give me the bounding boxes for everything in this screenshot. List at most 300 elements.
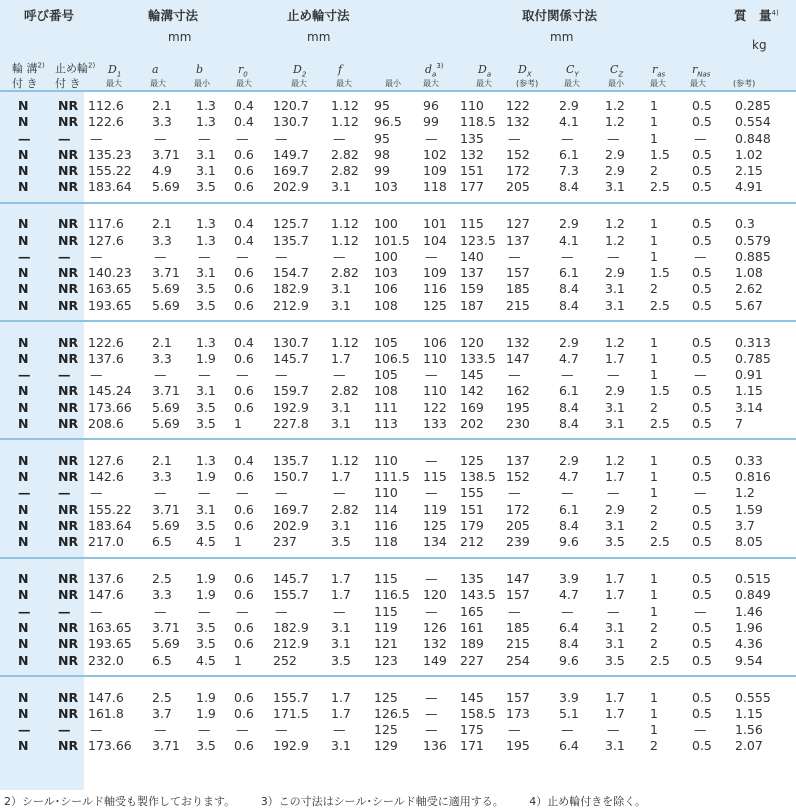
table-group <box>0 335 796 433</box>
table-cell: 1.15 <box>735 383 763 399</box>
table-cell: 155.7 <box>273 689 309 705</box>
column-qualifier: 最小 <box>385 79 401 88</box>
table-cell: NR <box>58 416 79 432</box>
table-cell: 111.5 <box>374 469 410 485</box>
table-row <box>0 114 796 130</box>
table-cell: 230 <box>506 416 530 432</box>
header-with-groove-2: 付 き <box>12 77 38 90</box>
table-row <box>0 587 796 603</box>
table-cell: N <box>18 163 29 179</box>
table-cell: 161.8 <box>88 705 124 721</box>
table-cell: 163.65 <box>88 281 132 297</box>
table-cell: 110 <box>374 452 398 468</box>
table-cell: N <box>18 587 29 603</box>
table-cell: 1.3 <box>196 98 216 113</box>
table-cell: 137.6 <box>88 571 124 587</box>
table-cell: 0.5 <box>692 501 712 517</box>
table-cell: NR <box>58 265 79 281</box>
column-qualifier: 最大 <box>650 79 666 88</box>
table-cell: 1.96 <box>735 620 763 636</box>
table-cell: N <box>18 334 29 350</box>
table-cell: NR <box>58 98 79 113</box>
table-cell: N <box>18 469 29 485</box>
table-cell: 1 <box>650 452 658 468</box>
table-cell: — <box>236 722 249 738</box>
table-cell: 1.5 <box>650 146 670 162</box>
table-cell: 8.4 <box>559 179 579 195</box>
table-cell: 135.7 <box>273 232 309 248</box>
table-cell: 130.7 <box>273 334 309 350</box>
table-cell: 1 <box>234 652 242 668</box>
table-cell: — <box>561 367 574 383</box>
table-cell: 179 <box>460 518 484 534</box>
table-cell: 0.5 <box>692 705 712 721</box>
table-cell: 112.6 <box>88 98 124 113</box>
table-cell: 189 <box>460 636 484 652</box>
table-cell: 126 <box>423 620 447 636</box>
table-cell: 182.9 <box>273 620 309 636</box>
table-cell: 1.7 <box>605 689 625 705</box>
table-cell: 3.1 <box>605 416 625 432</box>
table-cell: 100 <box>374 216 398 232</box>
table-row <box>0 636 796 652</box>
table-cell: N <box>18 232 29 248</box>
table-cell: — <box>333 130 346 146</box>
table-cell: 133 <box>423 416 447 432</box>
table-cell: 9.6 <box>559 534 579 550</box>
table-cell: 0.6 <box>234 501 254 517</box>
table-cell: 151 <box>460 163 484 179</box>
table-cell: 1.2 <box>605 232 625 248</box>
table-cell: — <box>425 603 438 619</box>
table-cell: N <box>18 518 29 534</box>
table-cell: 0.555 <box>735 689 771 705</box>
table-cell: 192.9 <box>273 399 309 415</box>
table-cell: 3.1 <box>196 501 216 517</box>
column-qualifier: 最大 <box>423 79 439 88</box>
table-cell: — <box>425 705 438 721</box>
table-cell: 6.1 <box>559 265 579 281</box>
unit-mm-mount: mm <box>550 30 574 44</box>
table-cell: 154.7 <box>273 265 309 281</box>
table-cell: 137 <box>506 232 530 248</box>
table-cell: 2 <box>650 518 658 534</box>
table-cell: — <box>694 367 707 383</box>
table-cell: 1.7 <box>331 350 351 366</box>
table-cell: 120 <box>423 587 447 603</box>
table-cell: 127.6 <box>88 452 124 468</box>
table-group <box>0 216 796 314</box>
table-cell: 0.5 <box>692 179 712 195</box>
table-cell: 4.7 <box>559 350 579 366</box>
table-cell: NR <box>58 501 79 517</box>
header-mounting-dimensions: 取付関係寸法 <box>522 8 598 23</box>
table-cell: N <box>18 416 29 432</box>
table-cell: 118 <box>374 534 398 550</box>
table-cell: 239 <box>506 534 530 550</box>
table-cell: 0.5 <box>692 399 712 415</box>
table-row <box>0 469 796 485</box>
table-cell: — <box>18 722 31 738</box>
table-cell: 96.5 <box>374 114 402 130</box>
table-cell: — <box>58 367 71 383</box>
table-cell: 1.7 <box>331 705 351 721</box>
table-cell: 102 <box>423 146 447 162</box>
table-cell: 3.1 <box>196 383 216 399</box>
table-cell: 3.5 <box>331 534 351 550</box>
table-cell: 0.885 <box>735 248 771 264</box>
table-cell: 205 <box>506 518 530 534</box>
table-cell: 1 <box>650 130 658 146</box>
table-cell: — <box>18 603 31 619</box>
table-cell: 101 <box>423 216 447 232</box>
footnote-3: 3）この寸法はシール･シールド軸受に適用する。 <box>260 795 504 808</box>
column-symbol: $D_1$ <box>108 63 122 79</box>
column-symbol: $C_Y$ <box>566 63 579 79</box>
table-cell: 3.5 <box>196 297 216 313</box>
table-cell: 106 <box>374 281 398 297</box>
table-cell: 119 <box>374 620 398 636</box>
table-cell: 3.5 <box>196 620 216 636</box>
table-cell: 3.71 <box>152 501 180 517</box>
table-cell: 2 <box>650 620 658 636</box>
table-cell: 1.2 <box>605 114 625 130</box>
table-cell: 4.36 <box>735 636 763 652</box>
table-row <box>0 722 796 738</box>
table-cell: 193.65 <box>88 636 132 652</box>
table-cell: 2.9 <box>559 98 579 113</box>
table-cell: — <box>607 130 620 146</box>
table-cell: 0.5 <box>692 469 712 485</box>
table-cell: N <box>18 705 29 721</box>
table-cell: 132 <box>506 334 530 350</box>
table-cell: 0.5 <box>692 114 712 130</box>
table-cell: — <box>561 130 574 146</box>
table-cell: 175 <box>460 722 484 738</box>
table-cell: 0.5 <box>692 652 712 668</box>
table-cell: 1.15 <box>735 705 763 721</box>
table-cell: 0.4 <box>234 452 254 468</box>
table-cell: 1 <box>650 334 658 350</box>
table-cell: 3.14 <box>735 399 763 415</box>
column-symbol: $D_X$ <box>518 63 532 79</box>
table-row <box>0 706 796 722</box>
table-cell: 3.1 <box>605 620 625 636</box>
table-cell: 123.5 <box>460 232 496 248</box>
table-cell: 2.15 <box>735 163 763 179</box>
table-cell: — <box>90 248 103 264</box>
table-cell: 111 <box>374 399 398 415</box>
table-cell: 3.3 <box>152 469 172 485</box>
table-cell: 1.3 <box>196 114 216 130</box>
table-cell: 1.9 <box>196 571 216 587</box>
table-cell: — <box>58 485 71 501</box>
table-cell: — <box>90 485 103 501</box>
table-cell: 2.5 <box>650 179 670 195</box>
table-cell: 173.66 <box>88 399 132 415</box>
table-cell: 6.4 <box>559 620 579 636</box>
table-cell: 1.3 <box>196 216 216 232</box>
footnote-2: 2）シール･シールド軸受も製作しております。 <box>4 795 236 808</box>
table-cell: 3.1 <box>331 399 351 415</box>
table-row <box>0 518 796 534</box>
table-cell: 163.65 <box>88 620 132 636</box>
table-cell: N <box>18 350 29 366</box>
table-cell: 1 <box>650 705 658 721</box>
table-cell: 3.1 <box>331 636 351 652</box>
table-cell: 157 <box>506 689 530 705</box>
table-cell: — <box>607 485 620 501</box>
table-cell: — <box>508 603 521 619</box>
table-cell: 122 <box>423 399 447 415</box>
table-cell: — <box>333 367 346 383</box>
table-cell: 155 <box>460 485 484 501</box>
table-cell: 5.69 <box>152 416 180 432</box>
table-cell: 0.4 <box>234 334 254 350</box>
table-cell: 3.7 <box>735 518 755 534</box>
table-cell: — <box>694 248 707 264</box>
table-cell: 2 <box>650 281 658 297</box>
table-cell: — <box>694 485 707 501</box>
table-cell: 0.5 <box>692 98 712 113</box>
table-cell: 2 <box>650 399 658 415</box>
table-cell: 5.69 <box>152 297 180 313</box>
table-cell: 140.23 <box>88 265 132 281</box>
table-cell: 3.3 <box>152 350 172 366</box>
table-cell: 6.4 <box>559 738 579 754</box>
table-cell: 3.1 <box>605 399 625 415</box>
table-cell: 110 <box>374 485 398 501</box>
table-cell: 165 <box>460 603 484 619</box>
table-cell: 187 <box>460 297 484 313</box>
table-cell: N <box>18 501 29 517</box>
table-cell: 0.579 <box>735 232 771 248</box>
table-cell: 122 <box>506 98 530 113</box>
table-cell: 217.0 <box>88 534 124 550</box>
table-cell: — <box>425 722 438 738</box>
table-cell: NR <box>58 399 79 415</box>
table-cell: 169.7 <box>273 163 309 179</box>
table-cell: 162 <box>506 383 530 399</box>
table-cell: 3.1 <box>196 146 216 162</box>
table-cell: 1 <box>650 216 658 232</box>
table-cell: 2.1 <box>152 216 172 232</box>
table-cell: — <box>198 722 211 738</box>
column-qualifier: 最大 <box>564 79 580 88</box>
table-cell: 0.5 <box>692 297 712 313</box>
table-cell: 3.71 <box>152 146 180 162</box>
table-cell: 125.7 <box>273 216 309 232</box>
table-cell: 5.1 <box>559 705 579 721</box>
table-cell: 2.9 <box>605 265 625 281</box>
table-cell: 1.56 <box>735 722 763 738</box>
table-row <box>0 534 796 550</box>
table-cell: — <box>58 722 71 738</box>
table-cell: — <box>154 130 167 146</box>
table-cell: 0.5 <box>692 216 712 232</box>
table-cell: 135 <box>460 571 484 587</box>
table-cell: 0.5 <box>692 334 712 350</box>
table-cell: — <box>236 603 249 619</box>
column-symbol: $D_2$ <box>293 63 307 79</box>
table-cell: NR <box>58 281 79 297</box>
table-cell: — <box>561 248 574 264</box>
table-cell: 2.07 <box>735 738 763 754</box>
table-cell: 227 <box>460 652 484 668</box>
table-cell: 0.6 <box>234 179 254 195</box>
table-cell: 215 <box>506 297 530 313</box>
table-cell: 0.5 <box>692 163 712 179</box>
table-cell: 0.5 <box>692 281 712 297</box>
table-cell: 125 <box>374 722 398 738</box>
table-row <box>0 400 796 416</box>
table-cell: 1.12 <box>331 334 359 350</box>
table-cell: 1 <box>234 534 242 550</box>
table-cell: 127 <box>506 216 530 232</box>
table-cell: 172 <box>506 501 530 517</box>
table-cell: 1.12 <box>331 98 359 113</box>
column-symbol: $r_0$ <box>238 63 248 79</box>
table-cell: 2.9 <box>605 146 625 162</box>
table-cell: NR <box>58 179 79 195</box>
table-cell: — <box>508 130 521 146</box>
table-row <box>0 383 796 399</box>
table-cell: 4.7 <box>559 587 579 603</box>
table-cell: 3.5 <box>196 416 216 432</box>
table-cell: 3.71 <box>152 620 180 636</box>
table-cell: 202.9 <box>273 518 309 534</box>
table-cell: 147.6 <box>88 689 124 705</box>
table-cell: 129 <box>374 738 398 754</box>
table-cell: 0.848 <box>735 130 771 146</box>
table-cell: NR <box>58 114 79 130</box>
table-cell: — <box>607 603 620 619</box>
table-cell: — <box>333 603 346 619</box>
table-cell: 3.1 <box>331 281 351 297</box>
table-cell: 116.5 <box>374 587 410 603</box>
table-cell: NR <box>58 652 79 668</box>
table-cell: 2.1 <box>152 98 172 113</box>
table-cell: 0.5 <box>692 689 712 705</box>
table-cell: 127.6 <box>88 232 124 248</box>
table-cell: 0.91 <box>735 367 763 383</box>
table-cell: 145 <box>460 689 484 705</box>
table-cell: 152 <box>506 146 530 162</box>
table-cell: 0.6 <box>234 689 254 705</box>
table-cell: 1 <box>650 232 658 248</box>
table-cell: 126.5 <box>374 705 410 721</box>
table-cell: 1.2 <box>605 216 625 232</box>
table-cell: 202.9 <box>273 179 309 195</box>
table-cell: 100 <box>374 248 398 264</box>
table-cell: 132 <box>460 146 484 162</box>
table-cell: NR <box>58 383 79 399</box>
table-cell: 0.4 <box>234 232 254 248</box>
table-cell: 115 <box>460 216 484 232</box>
table-cell: 7.3 <box>559 163 579 179</box>
column-symbol: $r_{as}$ <box>652 63 666 79</box>
table-cell: 0.849 <box>735 587 771 603</box>
table-cell: 147.6 <box>88 587 124 603</box>
table-cell: — <box>90 367 103 383</box>
table-cell: 2.9 <box>605 383 625 399</box>
table-cell: 118.5 <box>460 114 496 130</box>
table-cell: 3.1 <box>331 620 351 636</box>
table-cell: — <box>236 485 249 501</box>
table-cell: 1.08 <box>735 265 763 281</box>
column-symbol: $r_{Nas}$ <box>692 63 711 79</box>
table-group <box>0 690 796 755</box>
table-cell: 0.6 <box>234 265 254 281</box>
table-cell: 137 <box>506 452 530 468</box>
table-cell: — <box>425 452 438 468</box>
table-row <box>0 265 796 281</box>
table-cell: 3.1 <box>605 281 625 297</box>
table-cell: 0.5 <box>692 232 712 248</box>
table-cell: 1.9 <box>196 689 216 705</box>
table-row <box>0 233 796 249</box>
table-cell: — <box>275 367 288 383</box>
table-cell: 0.6 <box>234 738 254 754</box>
table-cell: 212 <box>460 534 484 550</box>
table-cell: 3.1 <box>331 179 351 195</box>
table-cell: 1 <box>650 114 658 130</box>
table-group <box>0 571 796 669</box>
table-cell: 135 <box>460 130 484 146</box>
table-cell: — <box>58 248 71 264</box>
table-cell: 4.1 <box>559 114 579 130</box>
table-cell: 136 <box>423 738 447 754</box>
table-cell: N <box>18 216 29 232</box>
table-cell: 1.3 <box>196 232 216 248</box>
table-group <box>0 98 796 196</box>
table-cell: NR <box>58 232 79 248</box>
table-cell: 2.82 <box>331 501 359 517</box>
table-cell: 2.9 <box>559 216 579 232</box>
table-cell: 3.1 <box>331 738 351 754</box>
table-cell: 2.9 <box>559 334 579 350</box>
table-cell: 115 <box>374 571 398 587</box>
table-cell: — <box>236 367 249 383</box>
table-cell: 125 <box>423 518 447 534</box>
table-cell: 171.5 <box>273 705 309 721</box>
table-cell: 1.7 <box>331 571 351 587</box>
header-with-ring: 止め輪$^{2)}$ <box>55 61 96 75</box>
table-cell: 9.54 <box>735 652 763 668</box>
table-cell: 3.5 <box>331 652 351 668</box>
table-cell: 3.5 <box>196 738 216 754</box>
table-cell: 1.7 <box>331 689 351 705</box>
table-cell: NR <box>58 518 79 534</box>
table-cell: 8.4 <box>559 416 579 432</box>
table-cell: 212.9 <box>273 636 309 652</box>
table-cell: 116 <box>374 518 398 534</box>
table-cell: 0.285 <box>735 98 771 113</box>
table-cell: 0.6 <box>234 620 254 636</box>
table-cell: 151 <box>460 501 484 517</box>
table-cell: — <box>236 130 249 146</box>
table-cell: 123 <box>374 652 398 668</box>
table-cell: 103 <box>374 179 398 195</box>
table-cell: N <box>18 179 29 195</box>
table-cell: N <box>18 383 29 399</box>
table-cell: 110 <box>423 350 447 366</box>
table-cell: 3.3 <box>152 587 172 603</box>
table-cell: N <box>18 265 29 281</box>
column-symbol: $C_Z$ <box>610 63 624 79</box>
table-cell: 185 <box>506 281 530 297</box>
table-cell: N <box>18 534 29 550</box>
